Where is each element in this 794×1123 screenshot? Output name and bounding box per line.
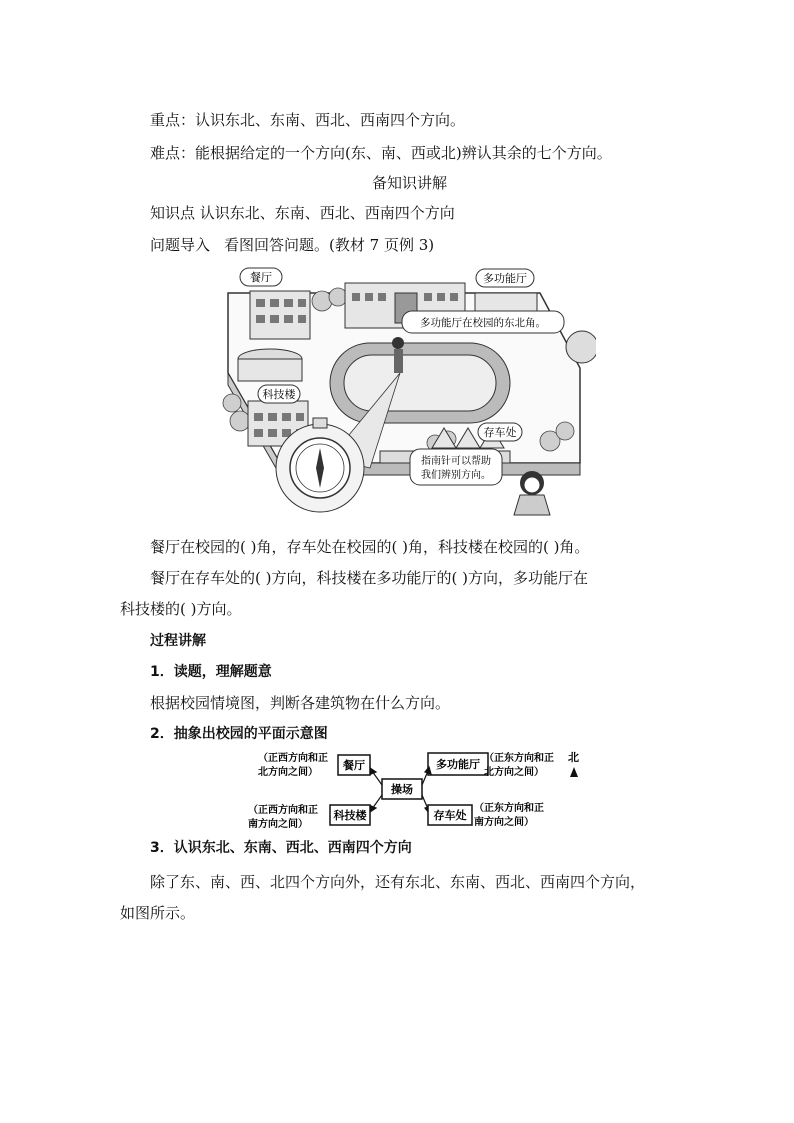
running-track bbox=[330, 343, 510, 423]
note-bike-line-1: （正东方向和正 bbox=[474, 803, 544, 814]
note-tech-line-2: 南方向之间） bbox=[248, 819, 308, 830]
note-bike-line-2: 南方向之间） bbox=[474, 817, 534, 828]
paragraph-line-2: 如图所示。 bbox=[120, 904, 196, 922]
paragraph-line-1: 除了东、南、西、北四个方向外，还有东北、东南、西北、西南四个方向， bbox=[150, 873, 646, 891]
hall-label: 多功能厅 bbox=[483, 272, 527, 285]
campus-illustration bbox=[210, 263, 596, 525]
note-tech-line-1: （正西方向和正 bbox=[248, 805, 318, 816]
canteen-label: 餐厅 bbox=[250, 271, 272, 284]
box-hall-label: 多功能厅 bbox=[436, 758, 480, 771]
north-arrow-icon bbox=[570, 767, 578, 777]
process-title: 过程讲解 bbox=[150, 633, 206, 649]
knowledge-point: 知识点 认识东北、东南、西北、西南四个方向 bbox=[150, 204, 455, 222]
box-tech-label: 科技楼 bbox=[333, 809, 367, 822]
section-title: 备知识讲解 bbox=[372, 174, 448, 192]
question-intro-text: 看图回答问题。(教材 7 页例 3) bbox=[224, 236, 435, 254]
campus-plan-diagram bbox=[230, 745, 590, 833]
boy-speech: 多功能厅在校园的东北角。 bbox=[420, 317, 546, 329]
box-center-label: 操场 bbox=[391, 783, 413, 796]
girl-speech-line-1: 指南针可以帮助 bbox=[421, 456, 491, 467]
note-hall-line-1: （正东方向和正 bbox=[484, 753, 554, 764]
note-canteen-line-1: （正西方向和正 bbox=[258, 753, 328, 764]
key-point: 重点：认识东北、东南、西北、西南四个方向。 bbox=[150, 111, 466, 129]
step-2: 2．抽象出校园的平面示意图 bbox=[150, 726, 328, 742]
question-2-line-2: 科技楼的( )方向。 bbox=[120, 600, 242, 618]
question-intro-label: 问题导入 bbox=[150, 236, 211, 254]
question-2-line-1: 餐厅在存车处的( )方向，科技楼在多功能厅的( )方向，多功能厅在 bbox=[150, 569, 588, 587]
step-1-text: 根据校园情境图，判断各建筑物在什么方向。 bbox=[150, 694, 451, 712]
tech-label: 科技楼 bbox=[262, 388, 296, 401]
bike-label: 存车处 bbox=[483, 426, 517, 439]
sun bbox=[566, 331, 596, 363]
note-hall-line-2: 北方向之间） bbox=[484, 767, 544, 778]
question-1: 餐厅在校园的( )角，存车处在校园的( )角，科技楼在校园的( )角。 bbox=[150, 538, 590, 556]
girl-figure bbox=[514, 471, 550, 515]
north-label: 北 bbox=[568, 751, 579, 764]
difficulty: 难点：能根据给定的一个方向(东、南、西或北)辨认其余的七个方向。 bbox=[150, 144, 612, 162]
canteen-building bbox=[250, 291, 310, 339]
box-bike-label: 存车处 bbox=[433, 809, 467, 822]
step-3: 3．认识东北、东南、西北、西南四个方向 bbox=[150, 840, 412, 856]
box-canteen-label: 餐厅 bbox=[343, 759, 365, 772]
girl-speech-line-2: 我们辨别方向。 bbox=[421, 470, 491, 481]
step-1: 1．读题，理解题意 bbox=[150, 664, 272, 680]
note-canteen-line-2: 北方向之间） bbox=[258, 767, 318, 778]
question-intro bbox=[150, 235, 434, 255]
